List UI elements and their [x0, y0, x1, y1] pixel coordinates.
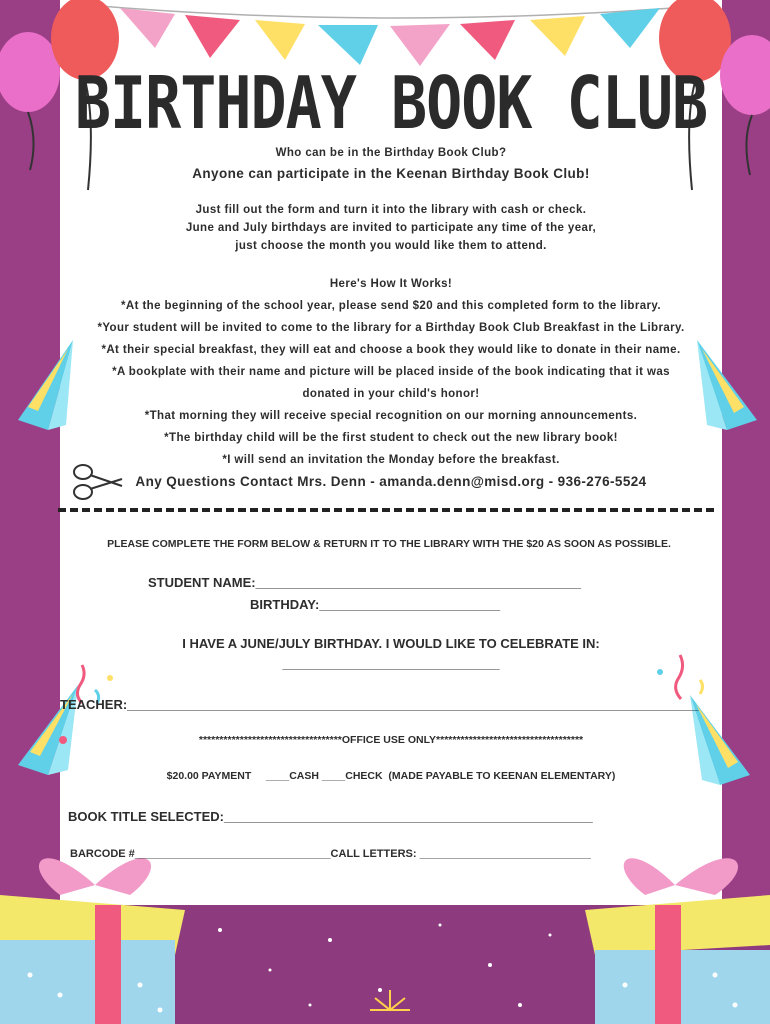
june-july-label: I HAVE A JUNE/JULY BIRTHDAY. I WOULD LIKE TO CELEBRATE IN:	[182, 636, 600, 651]
gift-box-right-icon	[585, 825, 770, 1024]
step-5: *That morning they will receive special recognition on our morning announcements.	[144, 410, 638, 422]
step-1: *At the beginning of the school year, please send $20 and this completed form to the library.	[121, 300, 661, 312]
intro-line-3: just choose the month you would like them to attend.	[235, 240, 547, 252]
answer-text: Anyone can participate in the Keenan Birthday Book Club!	[192, 166, 590, 181]
fireworks-decoration	[190, 910, 590, 1024]
step-3: *At their special breakfast, they will eat and choose a book they would like to donate in their name.	[101, 344, 681, 356]
step-4: *A bookplate with their name and picture will be placed inside of the book indicating that it was	[112, 366, 670, 378]
teacher-field[interactable]: TEACHER:_______________________________________________________________________________	[60, 697, 699, 712]
intro-line-1: Just fill out the form and turn it into the library with cash or check.	[195, 204, 587, 216]
cut-line	[58, 508, 714, 512]
birthday-field[interactable]: BIRTHDAY:_________________________	[250, 597, 501, 612]
book-title-field[interactable]: BOOK TITLE SELECTED:___________________________________________________	[68, 809, 593, 824]
question-text: Who can be in the Birthday Book Club?	[275, 147, 507, 159]
office-use-only-divider: ***********************************OFFICE USE ONLY************************************	[198, 734, 584, 746]
step-2: *Your student will be invited to come to the library for a Birthday Book Club Breakfast in the Library.	[97, 322, 685, 334]
step-7: *I will send an invitation the Monday before the breakfast.	[222, 454, 560, 466]
june-july-month-field[interactable]: ______________________________	[282, 656, 500, 671]
contact-line: Any Questions Contact Mrs. Denn - amanda.denn@misd.org - 936-276-5524	[135, 474, 647, 489]
barcode-call-letters-field[interactable]: BARCODE #________________________________CALL LETTERS: ____________________________	[70, 848, 591, 860]
payment-line[interactable]: $20.00 PAYMENT ____CASH ____CHECK (MADE PAYABLE TO KEENAN ELEMENTARY)	[166, 770, 616, 782]
step-6: *The birthday child will be the first student to check out the new library book!	[164, 432, 618, 444]
intro-line-2: June and July birthdays are invited to participate any time of the year,	[185, 222, 597, 234]
how-it-works-heading: Here's How It Works!	[329, 278, 453, 290]
bunting-decoration	[60, 0, 722, 70]
flyer-title: BIRTHDAY BOOK CLUB	[74, 62, 708, 146]
step-4-continued: donated in your child's honor!	[302, 388, 480, 400]
form-instruction: PLEASE COMPLETE THE FORM BELOW & RETURN IT TO THE LIBRARY WITH THE $20 AS SOON AS POSSIBLE.	[107, 538, 671, 550]
student-name-field[interactable]: STUDENT NAME:_____________________________________________	[148, 575, 581, 590]
